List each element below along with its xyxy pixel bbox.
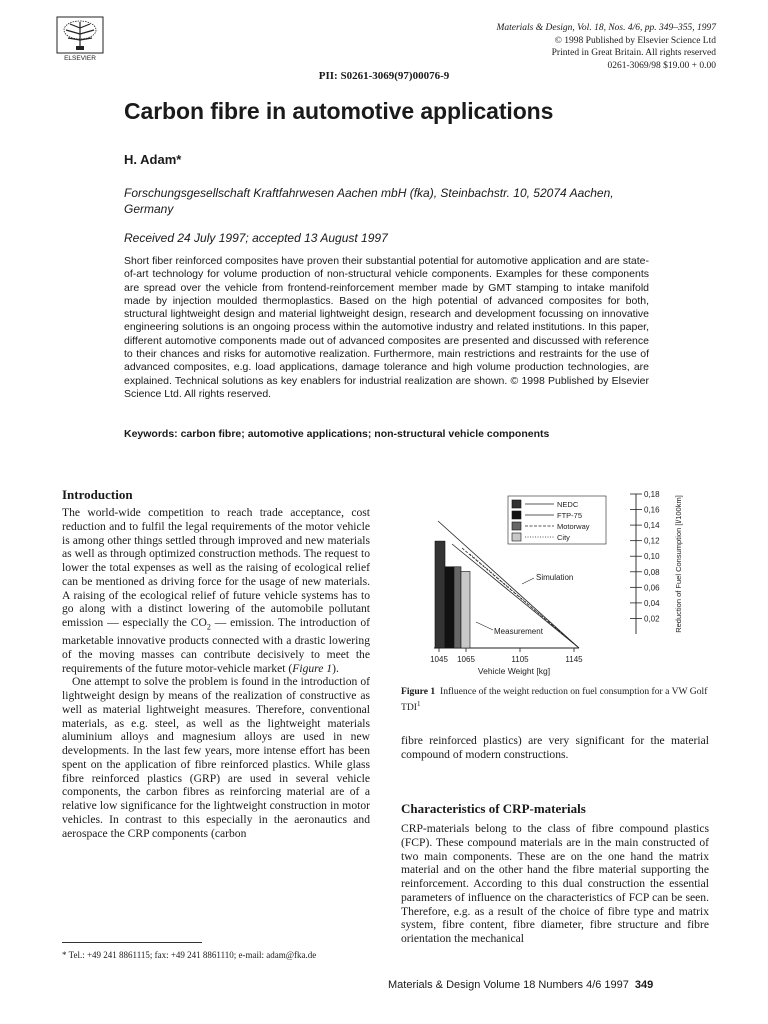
x-axis-label: Vehicle Weight [kg] <box>477 666 551 676</box>
legend-entry-label: FTP-75 <box>557 511 583 520</box>
bar-city <box>461 571 470 648</box>
figure-reference-link[interactable]: Figure 1 <box>292 661 333 675</box>
footnote: * Tel.: +49 241 8861115; fax: +49 241 8861110; e-mail: adam@fka.de <box>62 950 317 960</box>
y-tick-label: 0,08 <box>644 567 660 577</box>
y-tick-label: 0,16 <box>644 505 660 515</box>
paragraph: One attempt to solve the problem is found in the introduction of lightweight design by means of the realization of constructive as well as material lightweight measures. Therefore, conventional materials, as e.g. steel, as well as the lightweight materials aluminium alloys and magnesium alloys are used in new developments. In the last few years, more intense effort has been spent on the application of fibre reinforced plastics. While glass fibre reinforced plastics (GRP) are used in several vehicle components, the carbon fibres as reinforcing material are of a relative low significance for the lightweight construction in motor vehicles. In contrast to this especially in the aeronautics and aerospace the CRP components (carbon <box>62 675 370 840</box>
y-axis-ticks <box>630 490 660 623</box>
footnote-divider <box>62 942 202 943</box>
x-axis-ticks <box>430 648 583 664</box>
y-axis-label: Reduction of Fuel Consumption [l/100km] <box>674 495 683 633</box>
introduction-text <box>62 506 370 840</box>
caption-superscript: 1 <box>416 700 421 708</box>
subscript: 2 <box>206 622 211 632</box>
y-tick-label: 0,02 <box>644 614 660 624</box>
y-tick-label: 0,06 <box>644 583 660 593</box>
x-tick-label: 1145 <box>565 655 583 664</box>
footer-journal: Materials & Design Volume 18 Numbers 4/6 1997 <box>388 979 629 991</box>
text-run: The world-wide competition to reach trade acceptance, cost reduction and to fulfil the legal requirements of the motor vehicle is among other things settled through improved and new materials as well as through optimized construction methods. The request to lower the total expenses as well as the raising of ecological relief can be mentioned as driving force for the usage of new materials. A raising of the ecological relief of future vehicle systems has to go along with a distinct lowering of the automobile pollutant emission — especially the CO <box>62 506 370 629</box>
bar-group <box>435 541 470 648</box>
section-heading-crp: Characteristics of CRP-materials <box>401 801 586 816</box>
y-tick-label: 0,10 <box>644 552 660 562</box>
journal-printed: Printed in Great Britain. All rights reserved <box>551 48 716 58</box>
text-run: — emission. The introduction of marketable innovative products connected with a drastic lowering of the moving masses can contribute decisively to meet the requirements of the future motor-vehicle market ( <box>62 616 370 675</box>
figure-caption-text: Influence of the weight reduction on fuel consumption for a VW Golf TDI <box>401 686 708 714</box>
y-tick-label: 0,12 <box>644 536 660 546</box>
chart-legend <box>508 496 606 544</box>
svg-text:ELSEVIER: ELSEVIER <box>64 55 96 62</box>
y-tick-label: 0,14 <box>644 521 660 531</box>
affiliation: Forschungsgesellschaft Kraftfahrwesen Aachen mbH (fka), Steinbachstr. 10, 52074 Aachen, Germany <box>124 186 614 216</box>
author-name: H. Adam* <box>124 152 182 167</box>
journal-issn: 0261-3069/98 $19.00 + 0.00 <box>607 60 716 71</box>
journal-info <box>376 22 716 72</box>
keywords: Keywords: carbon fibre; automotive applications; non-structural vehicle components <box>124 428 550 440</box>
elsevier-logo-icon <box>56 16 104 62</box>
text-run: ). <box>332 661 339 675</box>
paper-title: Carbon fibre in automotive applications <box>124 98 554 124</box>
legend-entry-label: City <box>557 533 570 542</box>
legend-entry-label: Motorway <box>557 522 590 531</box>
legend-swatch <box>512 522 521 530</box>
annotation-measurement-pointer <box>476 622 493 630</box>
x-tick-label: 1065 <box>457 655 475 664</box>
introduction-continuation: fibre reinforced plastics) are very significant for the material compound of modern constructions. <box>401 734 709 761</box>
abstract: Short fiber reinforced composites have proven their substantial potential for automotive application and are state-of-art technology for volume production of non-structural vehicle components. Examples for these components are spread over the vehicle from frontend-reinforcement member made by GMT stamping to intake manifold made by injection moulded thermoplastics. Based on the high potential of advanced composites for both, structural lightweight design and material lightweight design, research and development focussing on innovative engineering solutions is an ongoing process within the automotive industry and related institutions. In this paper, different automotive components made out of advanced composites are presented and discussed with reference to their chances and risks for automotive realization. Furthermore, main restrictions and restraints for the use of advanced composites, e.g. load applications, damage tolerance and high volume production technologies, are explained. Technical solutions as key enablers for industrial realization are shown. © 1998 Published by Elsevier Science Ltd. All rights reserved. <box>124 255 649 400</box>
section-heading-introduction: Introduction <box>62 487 133 502</box>
bar-motorway <box>454 567 461 648</box>
received-dates: Received 24 July 1997; accepted 13 August 1997 <box>124 231 388 245</box>
journal-copyright: © 1998 Published by Elsevier Science Ltd <box>554 35 716 46</box>
journal-citation: Materials & Design, Vol. 18, Nos. 4/6, pp. 349–355, 1997 <box>496 23 716 33</box>
y-tick-label: 0,04 <box>644 598 660 608</box>
legend-entry-label: NEDC <box>557 500 579 509</box>
legend-swatch <box>512 533 521 541</box>
annotation-measurement: Measurement <box>494 627 543 636</box>
bar-nedc <box>435 541 445 648</box>
legend-swatch <box>512 511 521 519</box>
y-tick-label: 0,18 <box>644 490 660 499</box>
pii-code: PII: S0261-3069(97)00076-9 <box>318 70 450 82</box>
page-number: 349 <box>634 979 654 991</box>
annotation-simulation-pointer <box>522 578 534 584</box>
crp-text: CRP-materials belong to the class of fibre compound plastics (FCP). These compound materials are in the main constructed of two main components. These are on the one hand the matrix material and on the other hand the fibre material supporting the reinforcement. According to this dual construction the essential parameters of influence on the characteristics of FCP can be seen. Therefore, e.g. as a result of the choice of fibre type and matrix system, fibre content, fibre diameter, fibre structure and fibre orientation the mechanical <box>401 822 709 945</box>
x-tick-label: 1105 <box>511 655 529 664</box>
page-footer <box>388 979 653 991</box>
figure-1-chart <box>404 484 694 684</box>
annotation-simulation: Simulation <box>536 573 574 582</box>
figure-caption-label: Figure 1 <box>401 686 436 697</box>
bar-ftp75 <box>445 567 454 648</box>
paragraph <box>62 506 370 675</box>
legend-swatch <box>512 500 521 508</box>
x-tick-label: 1045 <box>430 655 448 664</box>
figure-caption <box>401 686 713 714</box>
